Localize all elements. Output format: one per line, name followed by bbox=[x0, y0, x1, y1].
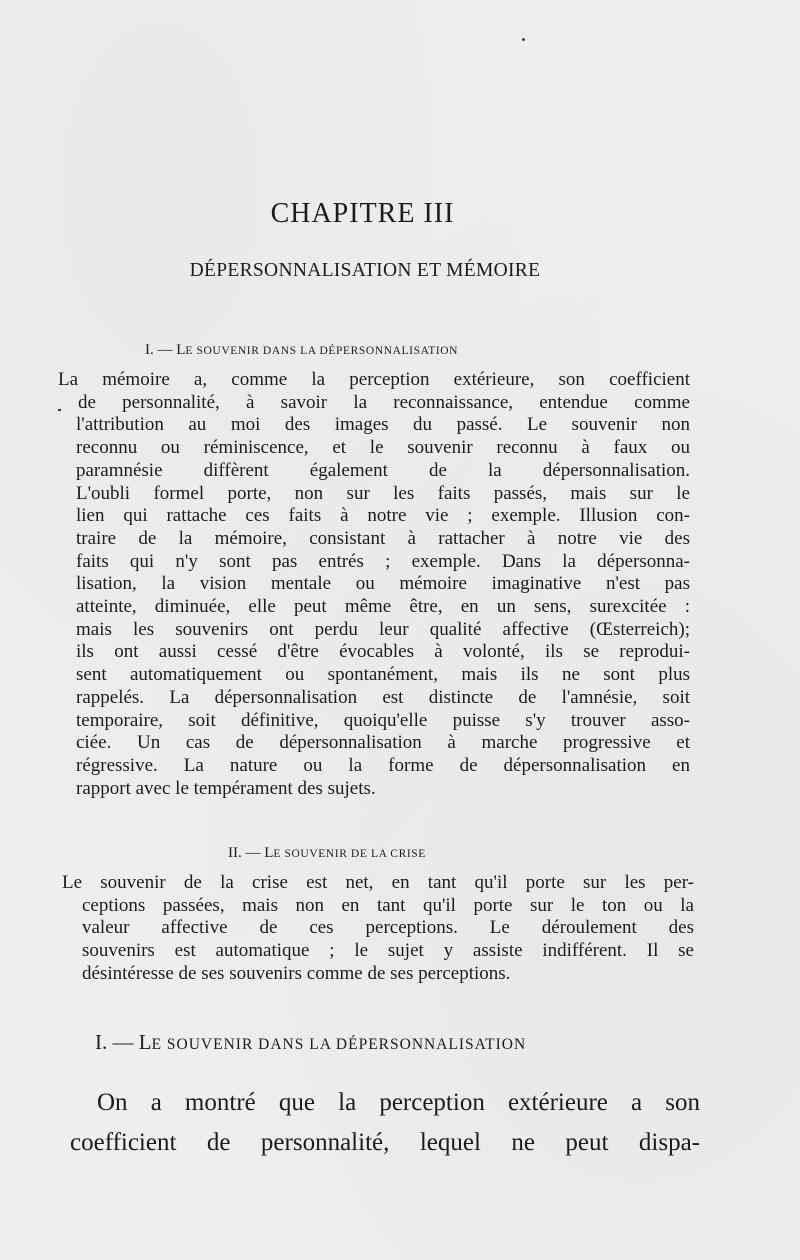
summary-heading-1: I. — LE SOUVENIR DANS LA DÉPERSONNALISATION bbox=[145, 342, 459, 358]
body-paragraph bbox=[70, 1083, 700, 1163]
summary-line: l'attribution au moi des images du passé. Le souvenir non bbox=[76, 414, 690, 436]
summary-line: rapport avec le tempérament des sujets. bbox=[76, 777, 376, 799]
summary-line: traire de la mémoire, consistant à rattacher à notre vie des bbox=[76, 527, 690, 549]
chapter-subtitle: DÉPERSONNALISATION ET MÉMOIRE bbox=[189, 260, 541, 281]
summary-line: La mémoire a, comme la perception extérieure, son coefficient bbox=[58, 369, 690, 390]
section-heading: I. — LE SOUVENIR DANS LA DÉPERSONNALISATION bbox=[95, 1030, 527, 1054]
summary-line: lisation, la vision mentale ou mémoire imaginative n'est pas bbox=[76, 573, 690, 595]
summary-line: faits qui n'y sont pas entrés ; exemple. Dans la dépersonna- bbox=[76, 550, 690, 572]
summary-paragraph-1 bbox=[58, 369, 690, 800]
summary-line: de personnalité, à savoir la reconnaissance, entendue comme bbox=[78, 391, 690, 413]
summary-line: Le souvenir de la crise est net, en tant qu'il porte sur les per- bbox=[62, 872, 694, 893]
summary-line: atteinte, diminuée, elle peut même être, en un sens, surexcitée : bbox=[76, 596, 690, 618]
summary-line: lien qui rattache ces faits à notre vie ; exemple. Illusion con- bbox=[76, 505, 690, 527]
summary-line: rappelés. La dépersonnalisation est distincte de l'amnésie, soit bbox=[76, 686, 690, 708]
summary-line: ceptions passées, mais non en tant qu'il porte sur le ton ou la bbox=[82, 894, 694, 916]
summary-line: sent automatiquement ou spontanément, mais ils ne sont plus bbox=[76, 664, 690, 686]
summary-line: L'oubli formel porte, non sur les faits passés, mais sur le bbox=[76, 482, 690, 504]
summary-line: valeur affective de ces perceptions. Le déroulement des bbox=[82, 917, 694, 939]
body-line: coefficient de personnalité, lequel ne peut dispa- bbox=[70, 1129, 700, 1156]
paper-speck bbox=[522, 38, 525, 41]
summary-line: paramnésie diffèrent également de la dépersonnalisation. bbox=[76, 459, 690, 481]
summary-line: souvenirs est automatique ; le sujet y assiste indifférent. Il se bbox=[82, 940, 694, 962]
body-line: On a montré que la perception extérieure a son bbox=[97, 1089, 700, 1116]
summary-line: mais les souvenirs ont perdu leur qualité affective (Œsterreich); bbox=[76, 618, 690, 640]
summary-line: temporaire, soit définitive, quoiqu'elle puisse s'y trouver asso- bbox=[76, 709, 690, 731]
summary-line: désintéresse de ses souvenirs comme de ses perceptions. bbox=[82, 962, 511, 984]
summary-line: régressive. La nature ou la forme de dépersonnalisation en bbox=[76, 754, 690, 776]
summary-line: ils ont aussi cessé d'être évocables à volonté, ils se reprodui- bbox=[76, 641, 690, 663]
summary-paragraph-2 bbox=[62, 872, 694, 986]
summary-line: ciée. Un cas de dépersonnalisation à marche progressive et bbox=[76, 732, 690, 754]
chapter-title: CHAPITRE III bbox=[270, 198, 455, 229]
summary-heading-2: II. — LE SOUVENIR DE LA CRISE bbox=[228, 845, 426, 861]
summary-line: reconnu ou réminiscence, et le souvenir reconnu à faux ou bbox=[76, 437, 690, 459]
